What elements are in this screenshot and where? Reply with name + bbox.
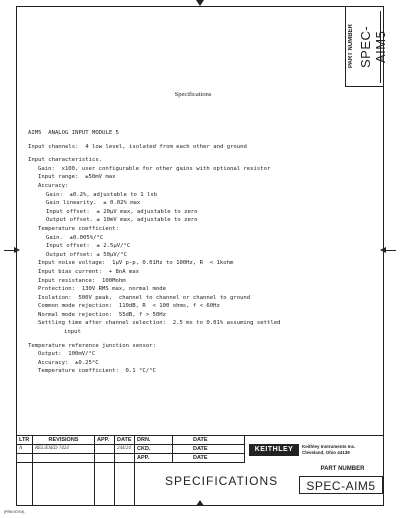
tb-rev-ltr: A [17, 445, 33, 454]
spec-line: Input channels: 4 low level, isolated from each other and ground [28, 143, 247, 150]
spec-line: Output: 100mV/°C [38, 351, 96, 358]
spec-line: Temperature reference junction sensor: [28, 342, 156, 349]
tb-empty-3 [95, 454, 115, 463]
tb-empty-5 [17, 463, 33, 506]
tb-app-label: APP. [135, 454, 173, 463]
tb-empty-4 [115, 454, 135, 463]
spec-line: Output offset. ± 10mV max, adjustable to zero [46, 217, 198, 224]
tb-date-header: DATE [115, 436, 135, 445]
tb-empty-2 [33, 454, 95, 463]
spec-line: Protection: 130V RMS max, normal mode [38, 286, 166, 293]
tb-part-number-value: SPEC-AIM5 [299, 476, 383, 494]
tb-date-col-3: DATE [173, 454, 245, 463]
company-line-1: Keithley Instruments Inc. [302, 444, 356, 449]
part-number-label: PART NUMBER [348, 24, 354, 68]
title-block [17, 435, 383, 505]
spec-line: Output offset: ± 50μV/°C [46, 251, 127, 258]
document-title: SPECIFICATIONS [165, 474, 279, 488]
tb-empty-1 [17, 454, 33, 463]
spec-line: Input resistance: 100Mohm [38, 277, 126, 284]
form-number: (PRN 00704) [4, 510, 25, 514]
spec-line: Temperature coefficient: [38, 225, 119, 232]
company-line-2: Cleveland, Ohio 44139 [302, 450, 350, 455]
tb-date-col-2: DATE [173, 445, 245, 454]
spec-body [28, 129, 368, 376]
spec-line: Gain linearity. ± 0.02% max [46, 200, 141, 207]
spec-line: Normal mode rejection: 55dB, f > 50Hz [38, 311, 166, 318]
spec-line: Accuracy: ±0.25°C [38, 359, 99, 366]
tb-rev-app [95, 445, 115, 454]
tb-app-header: APP. [95, 436, 115, 445]
spec-line: Input offset: ± 2.5μV/°C [46, 243, 131, 250]
tb-drn-label: DRN. [135, 436, 173, 445]
spec-line: Gain: ±0.2%, adjustable to 1 lsb [46, 191, 158, 198]
tb-ltr-header: LTR [17, 436, 33, 445]
spec-line: Input characteristics. [28, 157, 103, 164]
part-number-box [345, 7, 388, 87]
company-address [302, 444, 356, 456]
spec-line: AIM5 ANALOG INPUT MODULE 5 [28, 130, 119, 136]
tb-ckd-label: CKD. [135, 445, 173, 454]
tb-rev-date: 244/24 [115, 445, 135, 454]
spec-line: Settling time after channel selection: 2.5 ms to 0.01% assuming settled [38, 320, 281, 327]
tb-empty-8 [115, 463, 135, 506]
drawing-sheet [16, 6, 388, 506]
spec-line: Input noise voltage: 1μV p-p, 0.01Hz to 100Hz, R < 1kohm [38, 260, 234, 267]
spec-line: Accuracy: [38, 182, 69, 189]
center-mark-right [382, 250, 396, 251]
spec-line: Gain: x100, user configurable for other gains with optional resistor [38, 165, 271, 172]
tb-rev-text: REL/ESED 7424 [33, 445, 95, 454]
spec-line: Input range: ±50mV max [38, 174, 116, 181]
tb-empty-7 [95, 463, 115, 506]
tb-date-col: DATE [173, 436, 245, 445]
page-title: Specifications [174, 91, 212, 98]
spec-line: Temperature coefficient: 0.1 °C/°C [38, 368, 156, 375]
spec-line: Input bias current: + 8nA max [38, 268, 140, 275]
spec-line: Input offset: ± 20μV max, adjustable to zero [46, 208, 198, 215]
spec-line: Isolation: 500V peak, channel to channel or channel to ground [38, 294, 251, 301]
spec-line: input [64, 329, 81, 336]
tb-part-number-label: PART NUMBER [320, 466, 365, 472]
spec-line: Common mode rejection: 110dB, R < 100 ohms, f < 60Hz [38, 303, 220, 310]
spec-line: Gain. ±0.005%/°C [46, 234, 104, 241]
part-number-value: SPEC-AIM5 [358, 11, 381, 83]
tb-revisions-header: REVISIONS [33, 436, 95, 445]
tb-empty-6 [33, 463, 95, 506]
company-logo: KEITHLEY [249, 444, 299, 456]
